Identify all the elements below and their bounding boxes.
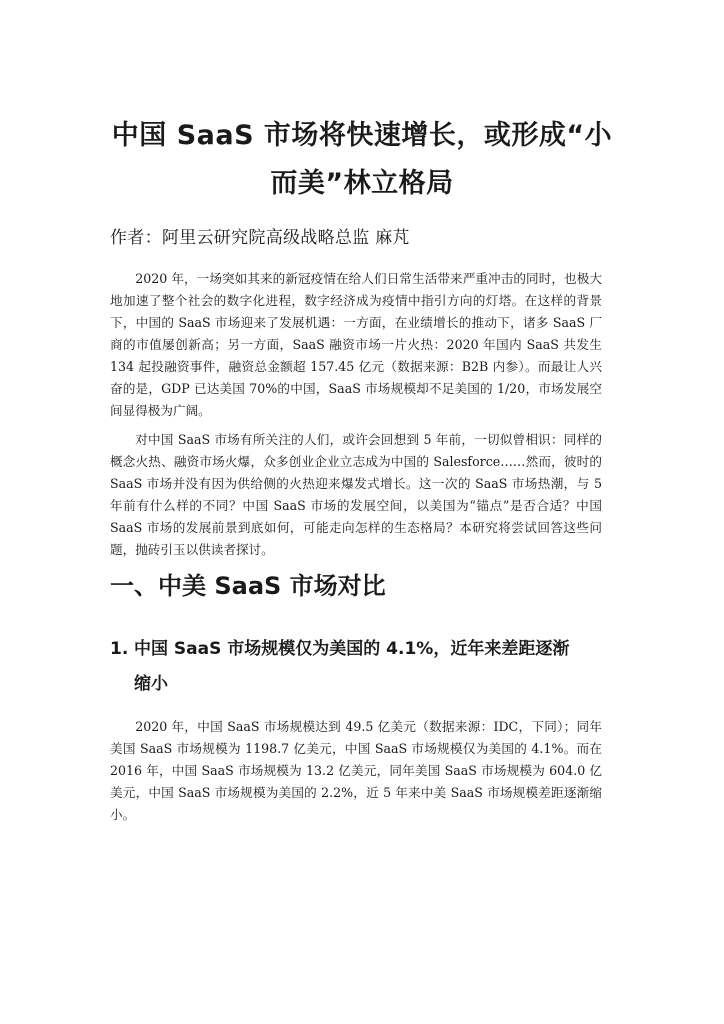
title-line-1: 中国 SaaS 市场将快速增长，或形成“小 xyxy=(111,120,613,151)
intro-paragraph-2: 对中国 SaaS 市场有所关注的人们，或许会回想到 5 年前，一切似曾相识：同样的概念火热、融资市场火爆，众多创业企业立志成为中国的 Salesforce……然而，彼时的 SaaS 市场并没有因为供给侧的火热迎来爆发式增长。这一次的 SaaS 市场热潮，与 5 年前有什么样的不同？中国 SaaS 市场的发展空间，以美国为“锚点”是否合适？中国 SaaS 市场的发展前景到底如何，可能走向怎样的生态格局？本研究将尝试回答这些问题，抛砖引玉以供读者探讨。 xyxy=(110,432,602,557)
subsection-heading-line-1: 中国 SaaS 市场规模仅为美国的 4.1%，近年来差距逐渐 xyxy=(134,639,570,659)
subsection-number: 1. xyxy=(110,639,129,659)
subsection-heading-line-2: 缩小 xyxy=(134,674,168,694)
author-line: 作者：阿里云研究院高级战略总监 麻芃 xyxy=(110,228,410,248)
title-line-2: 而美”林立格局 xyxy=(270,168,454,199)
intro-paragraph-1: 2020 年，一场突如其来的新冠疫情在给人们日常生活带来严重冲击的同时，也极大地加速了整个社会的数字化进程，数字经济成为疫情中指引方向的灯塔。在这样的背景下，中国的 SaaS 市场迎来了发展机遇：一方面，在业绩增长的推动下，诸多 SaaS 厂商的市值屡创新高；另一方面，SaaS 融资市场一片火热：2020 年国内 SaaS 共发生 134 起投融资事件，融资总金额超 157.45 亿元（数据来源：B2B 内参）。而最让人兴奋的是，GDP 已达美国 70%的中国，SaaS 市场规模却不足美国的 1/20，市场发展空间显得极为广阔。 xyxy=(110,271,602,418)
subsection-heading xyxy=(110,632,604,702)
section-heading: 一、中美 SaaS 市场对比 xyxy=(110,572,386,600)
document-title xyxy=(100,112,624,208)
body-paragraph: 2020 年，中国 SaaS 市场规模达到 49.5 亿美元（数据来源：IDC，下同）；同年美国 SaaS 市场规模为 1198.7 亿美元，中国 SaaS 市场规模仅为美国的 4.1%。而在 2016 年，中国 SaaS 市场规模为 13.2 亿美元，同年美国 SaaS 市场规模为 604.0 亿美元，中国 SaaS 市场规模为美国的 2.2%，近 5 年来中美 SaaS 市场规模差距逐渐缩小。 xyxy=(110,719,602,822)
